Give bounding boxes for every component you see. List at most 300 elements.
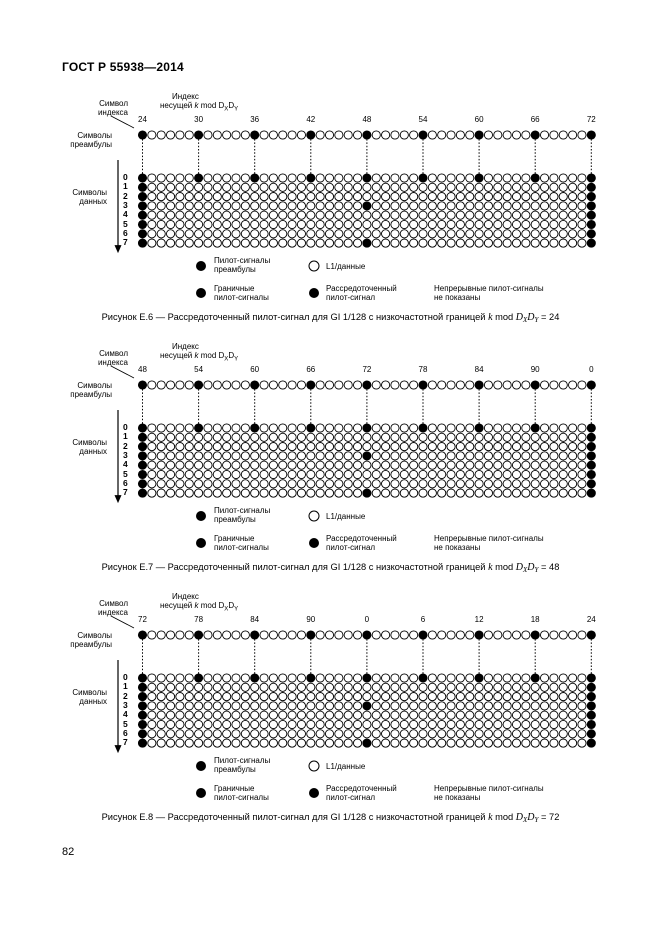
preamble-pilot-cell — [587, 381, 595, 389]
l1-data-cell — [204, 381, 212, 389]
legend-continual-pilots: Непрерывные пилот-сигналы не показаны — [434, 534, 544, 552]
data-cell — [148, 470, 156, 478]
data-row-number: 1 — [123, 681, 128, 692]
preamble-pilot-cell — [138, 381, 146, 389]
data-cell — [569, 230, 577, 238]
data-cell — [531, 461, 539, 469]
edge-pilot-cell — [587, 174, 595, 182]
edge-pilot-cell — [587, 202, 595, 210]
data-cell — [400, 433, 408, 441]
data-cell — [410, 674, 418, 682]
data-cell — [503, 193, 511, 201]
data-cell — [195, 461, 203, 469]
data-cell — [466, 489, 474, 497]
data-cell — [391, 193, 399, 201]
data-cell — [185, 674, 193, 682]
data-cell — [297, 730, 305, 738]
data-cell — [522, 239, 530, 247]
data-cell — [288, 220, 296, 228]
data-cell — [204, 433, 212, 441]
data-cell — [241, 433, 249, 441]
data-cell — [512, 174, 520, 182]
data-cell — [484, 202, 492, 210]
data-cell — [428, 693, 436, 701]
data-cell — [288, 489, 296, 497]
data-cell — [316, 193, 324, 201]
l1-data-cell — [176, 631, 184, 639]
data-cell — [316, 470, 324, 478]
data-cell — [279, 183, 287, 191]
data-cell — [232, 711, 240, 719]
data-cell — [578, 683, 586, 691]
data-cell — [185, 711, 193, 719]
data-cell — [232, 230, 240, 238]
data-cell — [540, 470, 548, 478]
data-cell — [279, 674, 287, 682]
preamble-pilot-cell — [307, 674, 315, 682]
l1-data-cell — [157, 131, 165, 139]
data-cell — [531, 211, 539, 219]
data-cell — [288, 433, 296, 441]
data-cell — [540, 452, 548, 460]
data-cell — [512, 239, 520, 247]
l1-data-cell — [522, 631, 530, 639]
data-cell — [569, 461, 577, 469]
data-cell — [372, 693, 380, 701]
edge-pilot-cell — [138, 239, 146, 247]
l1-data-cell — [410, 381, 418, 389]
data-cell — [438, 693, 446, 701]
l1-data-cell — [512, 131, 520, 139]
edge-pilot-cell — [587, 193, 595, 201]
data-cell — [466, 211, 474, 219]
data-cell — [419, 230, 427, 238]
l1-data-cell — [400, 631, 408, 639]
data-cell — [363, 470, 371, 478]
data-cell — [494, 183, 502, 191]
symbol-index-label: Символ индекса — [97, 99, 128, 117]
edge-pilot-cell — [138, 720, 146, 728]
l1-data-cell — [466, 381, 474, 389]
data-cell — [400, 211, 408, 219]
data-cell — [316, 489, 324, 497]
data-cell — [325, 674, 333, 682]
edge-pilot-cell — [587, 230, 595, 238]
data-cell — [363, 193, 371, 201]
l1-data-cell — [428, 131, 436, 139]
data-cell — [232, 489, 240, 497]
data-cell — [185, 693, 193, 701]
data-cell — [559, 683, 567, 691]
data-cell — [494, 174, 502, 182]
data-cell — [475, 211, 483, 219]
l1-data-cell — [353, 631, 361, 639]
l1-data-cell — [213, 631, 221, 639]
data-cell — [512, 433, 520, 441]
data-cell — [382, 720, 390, 728]
l1-data-cell — [325, 131, 333, 139]
data-cell — [297, 693, 305, 701]
data-cell — [157, 739, 165, 747]
data-cell — [550, 202, 558, 210]
data-cell — [353, 239, 361, 247]
data-cell — [419, 452, 427, 460]
data-cell — [466, 702, 474, 710]
data-cell — [531, 220, 539, 228]
l1-data-cell — [578, 381, 586, 389]
data-cell — [195, 489, 203, 497]
data-cell — [260, 702, 268, 710]
data-cell — [569, 702, 577, 710]
data-cell — [213, 239, 221, 247]
data-cell — [185, 202, 193, 210]
data-cell — [391, 480, 399, 488]
data-cell — [438, 461, 446, 469]
data-cell — [447, 174, 455, 182]
data-cell — [456, 452, 464, 460]
data-cell — [344, 489, 352, 497]
data-cell — [148, 702, 156, 710]
data-cell — [353, 702, 361, 710]
data-cell — [363, 711, 371, 719]
legend-preamble-pilots: Пилот-сигналы преамбулы — [214, 256, 271, 274]
data-cell — [288, 480, 296, 488]
data-cell — [578, 739, 586, 747]
data-cell — [382, 739, 390, 747]
data-cell — [241, 239, 249, 247]
data-cell — [466, 239, 474, 247]
data-cell — [569, 174, 577, 182]
data-cell — [522, 443, 530, 451]
data-cell — [363, 211, 371, 219]
data-cell — [344, 443, 352, 451]
data-cell — [279, 702, 287, 710]
preamble-pilot-cell — [531, 381, 539, 389]
data-cell — [438, 193, 446, 201]
preamble-pilot-cell — [475, 424, 483, 432]
data-cell — [400, 193, 408, 201]
data-cell — [204, 452, 212, 460]
legend-scattered-pilot-marker — [309, 538, 319, 548]
data-cell — [166, 683, 174, 691]
data-cell — [569, 720, 577, 728]
data-cell — [512, 480, 520, 488]
data-cell — [540, 433, 548, 441]
data-cell — [157, 443, 165, 451]
data-cell — [288, 183, 296, 191]
data-cell — [325, 239, 333, 247]
data-cell — [428, 183, 436, 191]
data-cell — [176, 693, 184, 701]
data-cell — [157, 211, 165, 219]
l1-data-cell — [260, 131, 268, 139]
edge-pilot-cell — [138, 730, 146, 738]
data-cell — [185, 424, 193, 432]
data-cell — [484, 674, 492, 682]
data-cell — [213, 674, 221, 682]
data-cell — [466, 683, 474, 691]
data-cell — [578, 220, 586, 228]
data-cell — [279, 193, 287, 201]
data-cell — [578, 702, 586, 710]
data-cell — [344, 424, 352, 432]
legend-l1-data: L1/данные — [326, 512, 366, 521]
data-row-number: 6 — [123, 727, 128, 738]
data-cell — [466, 461, 474, 469]
l1-data-cell — [559, 381, 567, 389]
data-cell — [550, 739, 558, 747]
data-cell — [353, 461, 361, 469]
data-cell — [269, 489, 277, 497]
data-row-number: 3 — [123, 699, 128, 710]
preamble-pilot-cell — [475, 131, 483, 139]
data-cell — [335, 443, 343, 451]
data-cell — [148, 489, 156, 497]
preamble-pilot-cell — [195, 381, 203, 389]
data-cell — [512, 470, 520, 478]
data-cell — [540, 480, 548, 488]
data-cell — [148, 220, 156, 228]
figure-e8 — [0, 590, 661, 840]
data-cell — [494, 230, 502, 238]
l1-data-cell — [569, 631, 577, 639]
carrier-tick-label: 66 — [306, 365, 316, 374]
data-cell — [204, 174, 212, 182]
data-cell — [204, 202, 212, 210]
data-cell — [363, 683, 371, 691]
data-cell — [447, 461, 455, 469]
data-cell — [522, 720, 530, 728]
data-cell — [232, 239, 240, 247]
data-cell — [531, 739, 539, 747]
page-number: 82 — [62, 846, 75, 858]
data-cell — [325, 711, 333, 719]
data-cell — [223, 443, 231, 451]
data-cell — [559, 239, 567, 247]
data-cell — [410, 730, 418, 738]
data-cell — [195, 739, 203, 747]
legend-preamble-pilot-marker — [196, 761, 206, 771]
data-cell — [307, 220, 315, 228]
data-cell — [559, 674, 567, 682]
l1-data-cell — [484, 381, 492, 389]
scattered-pilot-cell — [363, 489, 371, 497]
data-cell — [494, 720, 502, 728]
data-cell — [316, 424, 324, 432]
data-cell — [512, 211, 520, 219]
l1-data-cell — [260, 381, 268, 389]
data-cell — [382, 683, 390, 691]
data-cell — [512, 202, 520, 210]
data-cell — [400, 711, 408, 719]
data-cell — [531, 183, 539, 191]
l1-data-cell — [241, 631, 249, 639]
data-cell — [176, 480, 184, 488]
data-cell — [503, 674, 511, 682]
l1-data-cell — [166, 131, 174, 139]
preamble-pilot-cell — [363, 131, 371, 139]
symbol-index-pointer — [111, 366, 134, 378]
data-cell — [484, 230, 492, 238]
data-cell — [484, 193, 492, 201]
edge-pilot-cell — [138, 211, 146, 219]
data-cell — [559, 433, 567, 441]
data-cell — [325, 470, 333, 478]
data-cell — [176, 720, 184, 728]
data-cell — [391, 424, 399, 432]
data-cell — [428, 711, 436, 719]
data-cell — [148, 452, 156, 460]
data-cell — [148, 424, 156, 432]
data-cell — [410, 489, 418, 497]
data-cell — [223, 674, 231, 682]
data-cell — [325, 480, 333, 488]
data-cell — [260, 230, 268, 238]
data-row-number: 5 — [123, 468, 128, 479]
data-cell — [475, 711, 483, 719]
data-cell — [176, 443, 184, 451]
data-cell — [204, 211, 212, 219]
data-cell — [307, 489, 315, 497]
data-cell — [288, 461, 296, 469]
data-cell — [559, 739, 567, 747]
l1-data-cell — [550, 631, 558, 639]
legend-l1-data-marker — [309, 511, 319, 521]
data-cell — [325, 433, 333, 441]
data-cell — [223, 433, 231, 441]
scattered-pilot-cell — [363, 702, 371, 710]
data-cell — [297, 739, 305, 747]
preamble-pilot-cell — [419, 631, 427, 639]
data-cell — [559, 202, 567, 210]
data-cell — [241, 193, 249, 201]
data-row-number: 5 — [123, 718, 128, 729]
data-cell — [428, 239, 436, 247]
data-cell — [550, 489, 558, 497]
data-cell — [223, 230, 231, 238]
data-cell — [344, 461, 352, 469]
data-cell — [475, 489, 483, 497]
data-cell — [550, 693, 558, 701]
data-cell — [316, 443, 324, 451]
data-cell — [569, 480, 577, 488]
data-cell — [363, 461, 371, 469]
data-cell — [232, 730, 240, 738]
data-cell — [569, 202, 577, 210]
data-cell — [410, 720, 418, 728]
data-cell — [241, 461, 249, 469]
data-cell — [475, 730, 483, 738]
data-cell — [475, 193, 483, 201]
data-cell — [344, 433, 352, 441]
data-cell — [335, 720, 343, 728]
data-cell — [269, 461, 277, 469]
l1-data-cell — [148, 381, 156, 389]
data-cell — [269, 480, 277, 488]
data-cell — [466, 711, 474, 719]
l1-data-cell — [316, 381, 324, 389]
data-cell — [419, 461, 427, 469]
data-cell — [410, 702, 418, 710]
data-cell — [307, 702, 315, 710]
l1-data-cell — [428, 631, 436, 639]
data-cell — [232, 702, 240, 710]
legend-scattered-pilot: Рассредоточенный пилот-сигнал — [326, 284, 397, 302]
l1-data-cell — [223, 631, 231, 639]
data-cell — [204, 693, 212, 701]
data-cell — [316, 230, 324, 238]
data-cell — [466, 693, 474, 701]
data-cell — [325, 702, 333, 710]
data-cell — [325, 461, 333, 469]
data-cell — [475, 202, 483, 210]
data-cell — [176, 239, 184, 247]
data-cell — [466, 193, 474, 201]
data-cell — [185, 230, 193, 238]
data-cell — [540, 193, 548, 201]
data-cell — [410, 683, 418, 691]
carrier-tick-label: 48 — [138, 365, 147, 374]
data-cell — [503, 693, 511, 701]
l1-data-cell — [353, 381, 361, 389]
data-cell — [195, 470, 203, 478]
data-cell — [382, 489, 390, 497]
data-row-number: 7 — [123, 487, 128, 498]
data-cell — [391, 220, 399, 228]
data-cell — [400, 683, 408, 691]
legend-continual-pilots: Непрерывные пилот-сигналы не показаны — [434, 284, 544, 302]
data-cell — [494, 730, 502, 738]
l1-data-cell — [466, 631, 474, 639]
data-cell — [185, 174, 193, 182]
data-cell — [316, 183, 324, 191]
edge-pilot-cell — [587, 674, 595, 682]
data-cell — [363, 720, 371, 728]
preamble-pilot-cell — [363, 381, 371, 389]
data-cell — [438, 433, 446, 441]
edge-pilot-cell — [587, 239, 595, 247]
data-cell — [241, 452, 249, 460]
legend-scattered-pilot: Рассредоточенный пилот-сигнал — [326, 784, 397, 802]
data-cell — [456, 239, 464, 247]
data-cell — [297, 424, 305, 432]
preamble-pilot-cell — [251, 131, 259, 139]
data-cell — [494, 683, 502, 691]
data-cell — [204, 683, 212, 691]
preamble-symbols-label: Символы преамбулы — [70, 131, 112, 149]
data-cell — [307, 183, 315, 191]
data-cell — [447, 424, 455, 432]
data-cell — [166, 711, 174, 719]
data-cell — [456, 683, 464, 691]
preamble-symbols-label: Символы преамбулы — [70, 381, 112, 399]
data-cell — [307, 193, 315, 201]
data-cell — [578, 470, 586, 478]
l1-data-cell — [204, 631, 212, 639]
data-cell — [410, 183, 418, 191]
data-cell — [466, 230, 474, 238]
carrier-tick-label: 84 — [250, 615, 260, 624]
data-cell — [391, 683, 399, 691]
data-cell — [494, 711, 502, 719]
data-cell — [447, 693, 455, 701]
data-cell — [232, 674, 240, 682]
data-cell — [213, 230, 221, 238]
data-cell — [578, 433, 586, 441]
data-cell — [269, 702, 277, 710]
carrier-tick-label: 60 — [474, 115, 484, 124]
data-cell — [251, 489, 259, 497]
